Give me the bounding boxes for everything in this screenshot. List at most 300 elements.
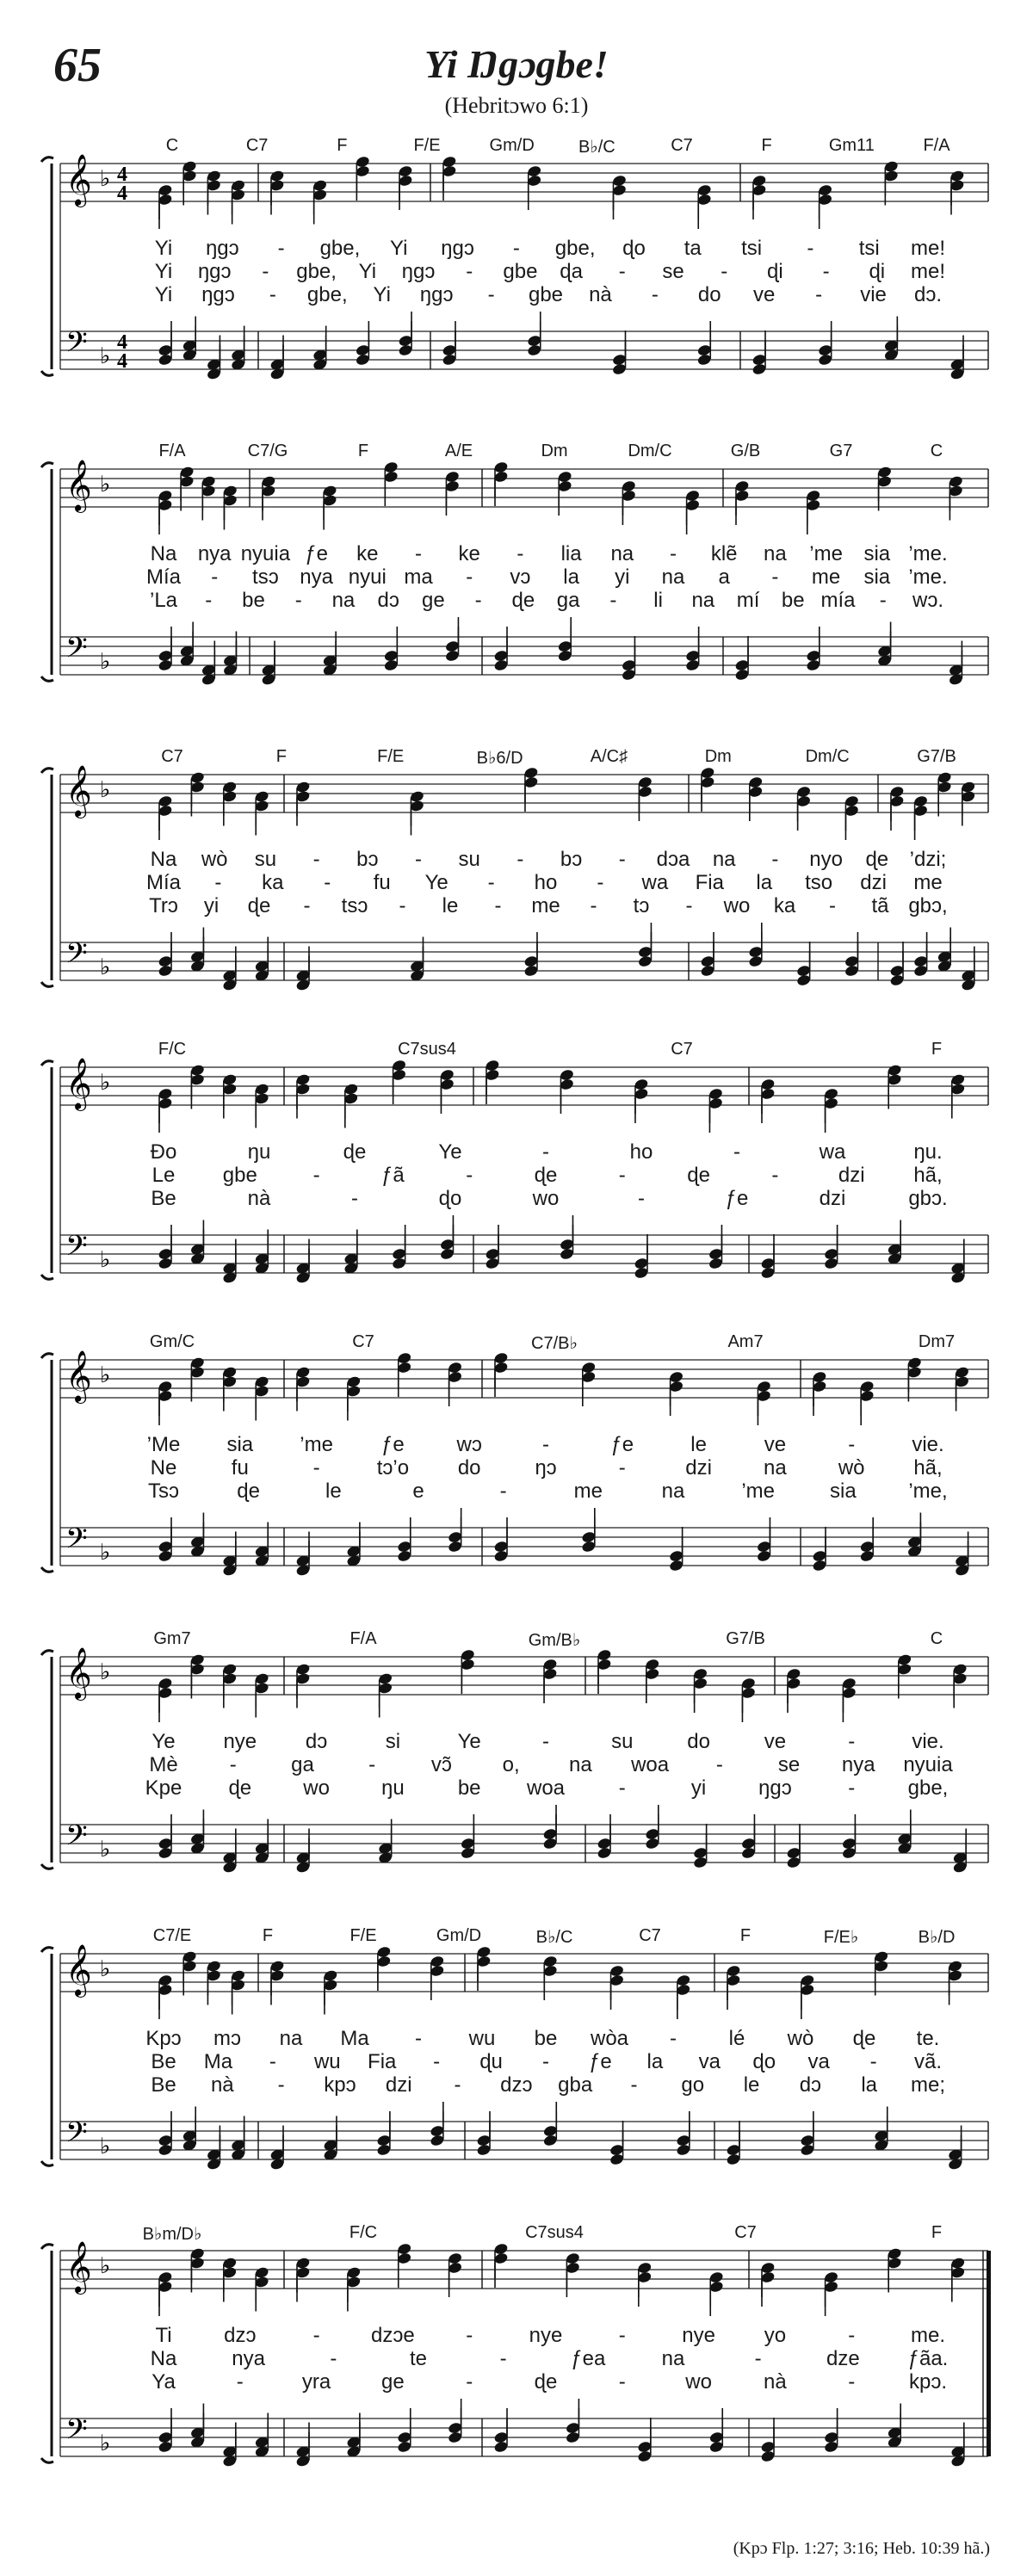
- lyric-verse-3-syllable: -: [879, 589, 887, 612]
- chord-symbol: F: [275, 747, 287, 766]
- lyric-verse-1-syllable: do: [687, 1730, 710, 1753]
- lyric-verse-2-syllable: la: [646, 2050, 664, 2073]
- chord-symbol: F/C: [158, 1040, 187, 1059]
- lyric-verse-1-syllable: Ye: [152, 1730, 176, 1753]
- lyric-verse-3-syllable: me;: [910, 2073, 946, 2097]
- chord-symbol: Dm/C: [628, 442, 672, 460]
- lyric-verse-2-syllable: hã,: [913, 1164, 943, 1187]
- chord-symbol: C7/E: [152, 1926, 192, 1945]
- lyric-verse-1-syllable: -: [415, 2027, 422, 2050]
- lyric-verse-3-syllable: ɖe: [237, 1480, 261, 1503]
- lyric-verse-3-syllable: -: [618, 2370, 626, 2394]
- lyric-verse-1-syllable: wò: [787, 2027, 814, 2050]
- lyric-verse-1-syllable: Na: [150, 848, 177, 871]
- chord-symbol: F/E: [377, 747, 405, 766]
- footer-references: (Kpɔ Flp. 1:27; 3:16; Heb. 10:39 hã.): [733, 2539, 990, 2558]
- lyric-verse-1-syllable: ŋgɔ: [205, 237, 239, 260]
- bass-clef-icon: 𝄢: [65, 937, 88, 977]
- lyric-verse-3-syllable: Trɔ: [149, 894, 178, 917]
- lyric-verse-2-syllable: -: [312, 1164, 320, 1187]
- lyric-verse-1-syllable: dɔa: [656, 848, 690, 871]
- lyric-verse-1-syllable: ho: [629, 1140, 653, 1164]
- chord-symbol: C7: [639, 1926, 661, 1945]
- lyric-verse-2-syllable: ma: [404, 565, 433, 589]
- lyric-verse-2-syllable: -: [214, 871, 222, 894]
- lyric-verse-1-syllable: -: [670, 2027, 677, 2050]
- lyric-verse-1-syllable: le: [690, 1433, 707, 1456]
- lyric-verse-1-syllable: ɖe: [852, 2027, 876, 2050]
- lyric-verse-2-syllable: dzi: [860, 871, 887, 894]
- bass-clef-icon: 𝄢: [65, 2116, 88, 2156]
- system-bracket: [41, 1651, 60, 1869]
- time-signature: 4: [117, 182, 127, 205]
- treble-clef-icon: 𝄞: [65, 2241, 92, 2293]
- lyric-verse-3-syllable: ’me,: [908, 1480, 948, 1503]
- lyric-verse-3-syllable: dɔ: [799, 2073, 822, 2097]
- lyric-verse-1-syllable: nyo: [809, 848, 843, 871]
- chord-symbol: Gm11: [828, 136, 875, 155]
- lyric-verse-2-syllable: ho: [534, 871, 558, 894]
- lyric-verse-3-syllable: -: [303, 894, 311, 917]
- lyric-verse-2-syllable: -: [618, 1456, 626, 1480]
- lyric-verse-2-syllable: o,: [502, 1753, 520, 1776]
- lyric-verse-1-syllable: -: [516, 848, 524, 871]
- lyric-verse-2-syllable: Be: [151, 2050, 176, 2073]
- lyric-verse-1-syllable: ƒe: [305, 542, 328, 565]
- chord-symbol: Gm7: [153, 1629, 191, 1648]
- treble-clef-icon: 𝄞: [65, 1350, 92, 1402]
- lyric-verse-3-syllable: ŋgɔ: [758, 1776, 792, 1800]
- lyric-verse-3-syllable: nà: [589, 283, 612, 306]
- lyric-verse-3-syllable: dzɔ: [500, 2073, 533, 2097]
- lyric-verse-2-syllable: va: [807, 2050, 830, 2073]
- lyric-verse-1-syllable: bɔ: [560, 848, 583, 871]
- chord-symbol: G/B: [730, 442, 761, 460]
- lyric-verse-3-syllable: gbe,: [306, 283, 348, 306]
- lyric-verse-2-syllable: me: [811, 565, 841, 589]
- treble-clef-icon: 𝄞: [65, 1058, 92, 1109]
- lyric-verse-1-syllable: su: [254, 848, 277, 871]
- lyric-verse-2-syllable: a: [718, 565, 730, 589]
- lyric-verse-3-syllable: nà: [247, 1187, 271, 1210]
- chord-symbol: C7/G: [247, 442, 288, 460]
- lyric-verse-3-syllable: ɖo: [438, 1187, 462, 1210]
- lyric-verse-3-syllable: -: [494, 894, 502, 917]
- lyric-verse-1-syllable: dzɔ: [224, 2324, 257, 2347]
- lyric-verse-2-syllable: Mía: [145, 871, 182, 894]
- lyric-verse-2-syllable: tsɔ: [252, 565, 279, 589]
- lyric-verse-1-syllable: -: [618, 848, 626, 871]
- lyric-verse-1-syllable: -: [312, 848, 320, 871]
- system-bracket: [41, 463, 60, 682]
- treble-clef-icon: 𝄞: [65, 460, 92, 511]
- lyric-verse-1-syllable: ke: [356, 542, 379, 565]
- lyric-verse-2-syllable: -: [312, 1456, 320, 1480]
- lyric-verse-2-syllable: -: [771, 1164, 779, 1187]
- lyric-verse-1-syllable: dzɔe: [371, 2324, 415, 2347]
- lyric-verse-1-syllable: te.: [916, 2027, 940, 2050]
- lyric-verse-1-syllable: ’dzi;: [909, 848, 947, 871]
- lyric-verse-2-syllable: Fia: [368, 2050, 397, 2073]
- lyric-verse-1-syllable: tsi: [741, 237, 763, 260]
- lyric-verse-3-syllable: yi: [203, 894, 220, 917]
- flat-key-signature-icon: ♭: [100, 777, 111, 802]
- lyric-verse-2-syllable: Ye: [424, 871, 448, 894]
- lyric-verse-2-syllable: ƒea: [571, 2347, 606, 2370]
- chord-symbol: F: [337, 136, 348, 155]
- lyric-verse-2-syllable: nyui: [348, 565, 387, 589]
- lyric-verse-2-syllable: ɖu: [479, 2050, 503, 2073]
- lyric-verse-1-syllable: mɔ: [213, 2027, 241, 2050]
- bass-clef-icon: 𝄢: [65, 632, 88, 671]
- system-bracket: [41, 1948, 60, 2166]
- lyric-verse-3-syllable: be: [242, 589, 265, 612]
- treble-clef-icon: 𝄞: [65, 1647, 92, 1699]
- lyric-verse-3-syllable: le: [325, 1480, 342, 1503]
- lyric-verse-3-syllable: vie: [860, 283, 887, 306]
- lyric-verse-2-syllable: -: [597, 871, 604, 894]
- lyric-verse-2-syllable: te: [409, 2347, 428, 2370]
- chord-symbol: F/A: [923, 136, 950, 155]
- lyric-verse-3-syllable: -: [277, 2073, 285, 2097]
- lyric-verse-2-syllable: Mè: [149, 1753, 178, 1776]
- lyric-verse-3-syllable: li: [653, 589, 663, 612]
- lyric-verse-1-syllable: nyuia: [240, 542, 291, 565]
- lyric-verse-2-syllable: Na: [150, 2347, 177, 2370]
- lyric-verse-1-syllable: nye: [529, 2324, 563, 2347]
- lyric-verse-3-syllable: ga: [556, 589, 580, 612]
- flat-key-signature-icon: ♭: [100, 1659, 111, 1684]
- lyric-verse-2-syllable: do: [457, 1456, 481, 1480]
- treble-clef-icon: 𝄞: [65, 154, 92, 206]
- lyric-verse-1-syllable: ’Me: [146, 1433, 181, 1456]
- lyric-verse-1-syllable: ɖe: [865, 848, 889, 871]
- lyric-verse-1-syllable: wò: [201, 848, 228, 871]
- lyric-verse-1-syllable: Ti: [155, 2324, 172, 2347]
- lyric-verse-2-syllable: -: [487, 871, 495, 894]
- lyric-verse-3-syllable: ɖe: [511, 589, 535, 612]
- scripture-reference: (Hebritɔwo 6:1): [444, 93, 589, 118]
- chord-symbol: Dm7: [918, 1332, 956, 1351]
- lyric-verse-1-syllable: Ye: [457, 1730, 481, 1753]
- lyric-verse-3-syllable: do: [697, 283, 721, 306]
- lyric-verse-2-syllable: na: [764, 1456, 787, 1480]
- lyric-verse-2-syllable: Yi: [154, 260, 173, 283]
- lyric-verse-1-syllable: Ye: [438, 1140, 462, 1164]
- lyric-verse-3-syllable: -: [848, 2370, 856, 2394]
- flat-key-signature-icon: ♭: [100, 2431, 111, 2456]
- lyric-verse-2-syllable: ɖi: [767, 260, 783, 283]
- lyric-verse-3-syllable: le: [743, 2073, 760, 2097]
- lyric-verse-3-syllable: -: [454, 2073, 461, 2097]
- music-system: [0, 740, 1033, 1037]
- lyric-verse-1-syllable: -: [516, 542, 524, 565]
- chord-symbol: F/E: [413, 136, 441, 155]
- chord-symbol: C7: [161, 747, 183, 766]
- lyric-verse-2-syllable: wò: [838, 1456, 865, 1480]
- lyric-verse-2-syllable: la: [756, 871, 773, 894]
- lyric-verse-3-syllable: yi: [690, 1776, 707, 1800]
- lyric-verse-2-syllable: sia: [863, 565, 891, 589]
- flat-key-signature-icon: ♭: [100, 1070, 111, 1095]
- chord-symbol: Gm/C: [149, 1332, 195, 1351]
- lyric-verse-1-syllable: -: [512, 237, 520, 260]
- chord-symbol: C: [165, 136, 179, 155]
- lyric-verse-3-syllable: tsɔ: [341, 894, 368, 917]
- lyric-verse-1-syllable: -: [807, 237, 814, 260]
- chord-symbol: F: [357, 442, 369, 460]
- lyric-verse-1-syllable: dɔ: [305, 1730, 328, 1753]
- lyric-verse-2-syllable: fu: [373, 871, 391, 894]
- music-system: [0, 1622, 1033, 1919]
- flat-key-signature-icon: ♭: [100, 1247, 111, 1272]
- lyric-verse-2-syllable: nya: [232, 2347, 266, 2370]
- system-bracket: [41, 1061, 60, 1280]
- lyric-verse-3-syllable: -: [269, 283, 276, 306]
- lyric-verse-2-syllable: ’me.: [908, 565, 948, 589]
- lyric-verse-2-syllable: se: [662, 260, 684, 283]
- lyric-verse-3-syllable: -: [609, 589, 617, 612]
- lyric-verse-2-syllable: na: [661, 2347, 685, 2370]
- lyric-verse-1-syllable: gbe,: [319, 237, 361, 260]
- lyric-verse-2-syllable: dzi: [838, 1164, 865, 1187]
- lyric-verse-2-syllable: -: [466, 260, 473, 283]
- chord-symbol: C7: [671, 136, 693, 155]
- lyric-verse-1-syllable: ŋgɔ: [441, 237, 474, 260]
- lyric-verse-1-syllable: ke: [458, 542, 480, 565]
- lyric-verse-3-syllable: ŋgɔ: [419, 283, 454, 306]
- treble-staff: [60, 1954, 988, 1992]
- lyric-verse-1-syllable: ve: [764, 1730, 787, 1753]
- lyric-verse-3-syllable: be: [457, 1776, 481, 1800]
- lyric-verse-3-syllable: -: [638, 1187, 645, 1210]
- lyric-verse-2-syllable: -: [368, 1753, 376, 1776]
- flat-key-signature-icon: ♭: [100, 649, 111, 674]
- lyric-verse-2-syllable: -: [771, 565, 779, 589]
- lyric-verse-1-syllable: si: [385, 1730, 401, 1753]
- lyric-verse-1-syllable: na: [764, 542, 787, 565]
- chord-symbol: Dm: [704, 747, 732, 766]
- lyric-verse-2-syllable: ɖe: [687, 1164, 710, 1187]
- lyric-verse-3-syllable: wo: [685, 2370, 712, 2394]
- lyric-verse-3-syllable: Ya: [152, 2370, 176, 2394]
- music-system: [0, 1919, 1033, 2216]
- bass-clef-icon: 𝄢: [65, 1523, 88, 1562]
- lyric-verse-3-syllable: ɖe: [534, 2370, 558, 2394]
- lyric-verse-3-syllable: -: [590, 894, 597, 917]
- lyric-verse-1-syllable: Yi: [389, 237, 408, 260]
- lyric-verse-1-syllable: Ma: [340, 2027, 369, 2050]
- lyric-verse-3-syllable: tã: [871, 894, 889, 917]
- lyric-verse-1-syllable: ŋu.: [913, 1140, 943, 1164]
- lyric-verse-3-syllable: dɔ: [377, 589, 399, 612]
- lyric-verse-3-syllable: wo: [532, 1187, 560, 1210]
- lyric-verse-1-syllable: nye: [682, 2324, 715, 2347]
- chord-symbol: F/C: [349, 2223, 378, 2242]
- chord-symbol: F/E♭: [823, 1928, 859, 1947]
- lyric-verse-2-syllable: -: [869, 2050, 877, 2073]
- lyric-verse-1-syllable: ve: [764, 1433, 787, 1456]
- treble-staff: [60, 164, 988, 201]
- chord-symbol: A/C♯: [590, 747, 628, 766]
- lyric-verse-2-syllable: ƒe: [589, 2050, 612, 2073]
- lyric-verse-1-syllable: su: [611, 1730, 634, 1753]
- lyric-verse-2-syllable: -: [211, 565, 219, 589]
- lyric-verse-3-syllable: yra: [301, 2370, 331, 2394]
- lyric-verse-2-syllable: -: [822, 260, 830, 283]
- lyric-verse-2-syllable: dzi: [685, 1456, 712, 1480]
- lyric-verse-3-syllable: ŋgɔ: [201, 283, 235, 306]
- lyric-verse-1-syllable: lé: [728, 2027, 745, 2050]
- lyric-verse-3-syllable: -: [848, 1776, 856, 1800]
- lyric-verse-1-syllable: me.: [910, 2324, 946, 2347]
- flat-key-signature-icon: ♭: [100, 1362, 111, 1387]
- lyric-verse-1-syllable: ŋu: [247, 1140, 271, 1164]
- lyric-verse-3-syllable: dɔ.: [913, 283, 943, 306]
- music-system: [0, 1033, 1033, 1330]
- lyric-verse-2-syllable: gbe,: [296, 260, 337, 283]
- lyric-verse-3-syllable: -: [815, 283, 823, 306]
- lyric-verse-3-syllable: sia: [829, 1480, 857, 1503]
- lyric-verse-1-syllable: -: [848, 1730, 856, 1753]
- lyric-verse-2-syllable: ɖo: [752, 2050, 776, 2073]
- lyric-verse-2-syllable: wa: [641, 871, 669, 894]
- lyric-verse-2-syllable: -: [262, 260, 269, 283]
- lyric-verse-2-syllable: ƒãa.: [907, 2347, 949, 2370]
- chord-symbol: F/A: [349, 1629, 377, 1648]
- lyric-verse-3-syllable: na: [661, 1480, 685, 1503]
- lyric-verse-1-syllable: ’me: [300, 1433, 333, 1456]
- lyric-verse-2-syllable: Ma: [203, 2050, 233, 2073]
- lyric-verse-3-syllable: -: [466, 2370, 473, 2394]
- chord-symbol: C7sus4: [525, 2223, 584, 2242]
- flat-key-signature-icon: ♭: [100, 954, 111, 979]
- chord-symbol: F: [931, 1040, 943, 1059]
- lyric-verse-2-syllable: va: [698, 2050, 721, 2073]
- lyric-verse-2-syllable: la: [563, 565, 579, 589]
- lyric-verse-1-syllable: me!: [910, 237, 946, 260]
- flat-key-signature-icon: ♭: [100, 343, 111, 368]
- lyric-verse-1-syllable: ɖe: [343, 1140, 367, 1164]
- lyric-verse-2-syllable: -: [721, 260, 728, 283]
- chord-symbol: G7: [829, 442, 853, 460]
- chord-symbol: F: [931, 2223, 943, 2242]
- treble-staff: [60, 469, 988, 507]
- system-bracket: [41, 2245, 60, 2463]
- bass-staff: [60, 2122, 988, 2159]
- lyric-verse-1-syllable: ɖo: [622, 237, 646, 260]
- lyric-verse-3-syllable: -: [399, 894, 406, 917]
- chord-symbol: C7/B♭: [531, 1334, 578, 1353]
- lyric-verse-3-syllable: wo: [303, 1776, 330, 1800]
- lyric-verse-1-syllable: nya: [197, 542, 232, 565]
- lyric-verse-3-syllable: -: [294, 589, 302, 612]
- lyric-verse-3-syllable: -: [474, 589, 482, 612]
- lyric-verse-1-syllable: su: [458, 848, 480, 871]
- lyric-verse-3-syllable: la: [861, 2073, 878, 2097]
- lyric-verse-3-syllable: Yi: [154, 283, 173, 306]
- chord-symbol: B♭/C: [535, 1928, 573, 1947]
- lyric-verse-3-syllable: Be: [151, 1187, 176, 1210]
- lyric-verse-2-syllable: -: [754, 2347, 762, 2370]
- hymn-number: 65: [53, 39, 102, 92]
- flat-key-signature-icon: ♭: [100, 1956, 111, 1981]
- lyric-verse-1-syllable: Na: [150, 542, 177, 565]
- lyric-verse-1-syllable: na: [712, 848, 736, 871]
- chord-symbol: C7sus4: [398, 1040, 456, 1059]
- lyric-verse-3-syllable: -: [499, 1480, 507, 1503]
- lyric-verse-1-syllable: tsi: [858, 237, 880, 260]
- lyric-verse-1-syllable: wa: [819, 1140, 846, 1164]
- lyric-verse-2-syllable: dze: [826, 2347, 860, 2370]
- lyric-verse-2-syllable: -: [330, 2347, 337, 2370]
- lyric-verse-3-syllable: -: [205, 589, 213, 612]
- time-signature: 4: [117, 164, 127, 186]
- lyric-verse-2-syllable: -: [499, 2347, 507, 2370]
- lyric-verse-3-syllable: -: [651, 283, 659, 306]
- chord-symbol: F: [739, 1926, 752, 1945]
- lyric-verse-2-syllable: fu: [231, 1456, 249, 1480]
- treble-clef-icon: 𝄞: [65, 1944, 92, 1996]
- lyric-verse-2-syllable: -: [466, 1164, 473, 1187]
- lyric-verse-2-syllable: yi: [615, 565, 630, 589]
- music-system: [0, 129, 1033, 426]
- system-bracket: [41, 769, 60, 987]
- lyric-verse-3-syllable: tɔ: [633, 894, 650, 917]
- lyric-verse-1-syllable: -: [848, 1433, 856, 1456]
- chord-symbol: Am7: [727, 1332, 764, 1351]
- lyric-verse-1-syllable: lia: [560, 542, 582, 565]
- chord-symbol: C: [930, 1629, 943, 1648]
- lyric-verse-3-syllable: mía: [820, 589, 856, 612]
- lyric-verse-1-syllable: sia: [226, 1433, 254, 1456]
- lyric-verse-3-syllable: me: [573, 1480, 603, 1503]
- chord-symbol: Gm/B♭: [528, 1631, 581, 1650]
- lyric-verse-3-syllable: me: [531, 894, 560, 917]
- lyric-verse-1-syllable: na: [610, 542, 634, 565]
- lyric-verse-2-syllable: ɖi: [869, 260, 886, 283]
- flat-key-signature-icon: ♭: [100, 1837, 111, 1862]
- lyric-verse-1-syllable: be: [534, 2027, 558, 2050]
- lyric-verse-2-syllable: Mía: [145, 565, 182, 589]
- lyric-verse-3-syllable: ka: [773, 894, 796, 917]
- lyric-verse-2-syllable: -: [433, 2050, 441, 2073]
- lyric-verse-2-syllable: Yi: [358, 260, 377, 283]
- lyric-verse-2-syllable: ɖa: [560, 260, 583, 283]
- lyric-verse-3-syllable: na: [691, 589, 715, 612]
- chord-symbol: Dm/C: [805, 747, 850, 766]
- lyric-verse-3-syllable: kpɔ.: [908, 2370, 948, 2394]
- lyric-verse-3-syllable: ɖe: [247, 894, 271, 917]
- lyric-verse-3-syllable: Kpe: [145, 1776, 182, 1800]
- lyric-verse-3-syllable: ge: [381, 2370, 405, 2394]
- chord-symbol: Gm/D: [436, 1926, 482, 1945]
- lyric-verse-3-syllable: ’me: [741, 1480, 775, 1503]
- lyric-verse-2-syllable: -: [715, 1753, 723, 1776]
- lyric-verse-2-syllable: gbe: [503, 260, 538, 283]
- lyric-verse-1-syllable: ƒe: [381, 1433, 405, 1456]
- lyric-verse-2-syllable: ŋgɔ: [197, 260, 232, 283]
- lyric-verse-3-syllable: be: [781, 589, 805, 612]
- chord-symbol: F/E: [349, 1926, 377, 1945]
- lyric-verse-3-syllable: Tsɔ: [148, 1480, 179, 1503]
- lyric-verse-2-syllable: -: [466, 565, 473, 589]
- lyric-verse-1-syllable: -: [618, 2324, 626, 2347]
- lyric-verse-1-syllable: Yi: [154, 237, 173, 260]
- lyric-verse-3-syllable: e: [412, 1480, 424, 1503]
- lyric-verse-3-syllable: woa: [526, 1776, 566, 1800]
- lyric-verse-2-syllable: woa: [631, 1753, 670, 1776]
